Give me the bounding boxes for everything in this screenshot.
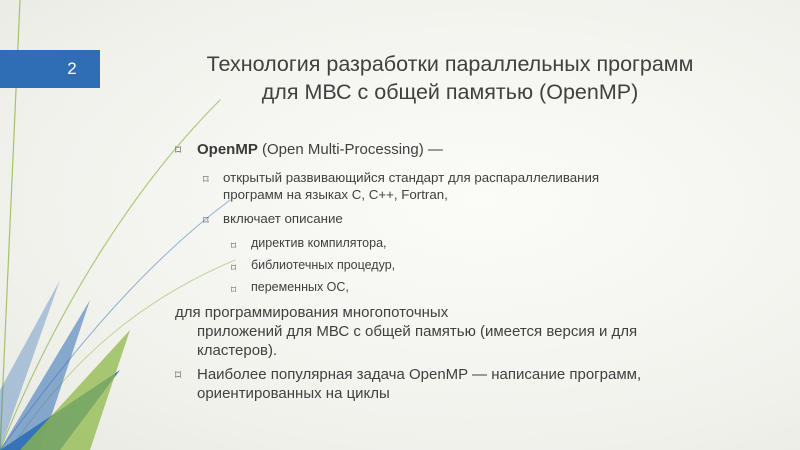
title-line-1: Технология разработки параллельных программ <box>206 52 694 76</box>
list-item-directives: директив компилятора, <box>251 236 387 250</box>
popular-task-line-1: Наиболее популярная задача OpenMP — написание программ, <box>197 366 642 383</box>
list-item-includes: включает описание <box>223 211 343 226</box>
list-item-popular-task <box>197 365 641 403</box>
bullet-icon: ⌑ <box>175 368 182 382</box>
openmp-definition: (Open Multi-Processing) — <box>257 141 443 158</box>
standard-line-1: открытый развивающийся стандарт для распараллеливания <box>223 170 600 185</box>
openmp-term: OpenMP <box>197 141 258 158</box>
slide-number-badge <box>0 50 100 88</box>
list-item-env-vars: переменных ОС, <box>251 280 349 294</box>
list-item-standard <box>223 169 599 203</box>
bullet-icon: ⌑ <box>231 263 237 274</box>
slide-title <box>150 50 750 106</box>
bullet-icon: ⌑ <box>231 285 237 296</box>
paragraph-purpose <box>175 303 755 360</box>
bullet-icon: ⌑ <box>203 215 209 227</box>
bullet-icon: ⌑ <box>203 174 209 186</box>
list-item-openmp <box>197 140 443 159</box>
title-line-2: для МВС с общей памятью (OpenMP) <box>261 80 639 104</box>
purpose-line-2: приложений для МВС с общей памятью (имеется версия и для <box>197 323 638 340</box>
slide-number: 2 <box>67 59 77 78</box>
bullet-icon: ⌑ <box>231 241 237 252</box>
popular-task-line-2: ориентированных на циклы <box>197 385 390 402</box>
standard-line-2: программ на языках C, C++, Fortran, <box>223 187 448 202</box>
bullet-icon: ⌑ <box>175 143 182 157</box>
list-item-library: библиотечных процедур, <box>251 258 396 272</box>
purpose-line-3: кластеров). <box>197 342 278 359</box>
purpose-line-1: для программирования многопоточных <box>175 304 449 321</box>
